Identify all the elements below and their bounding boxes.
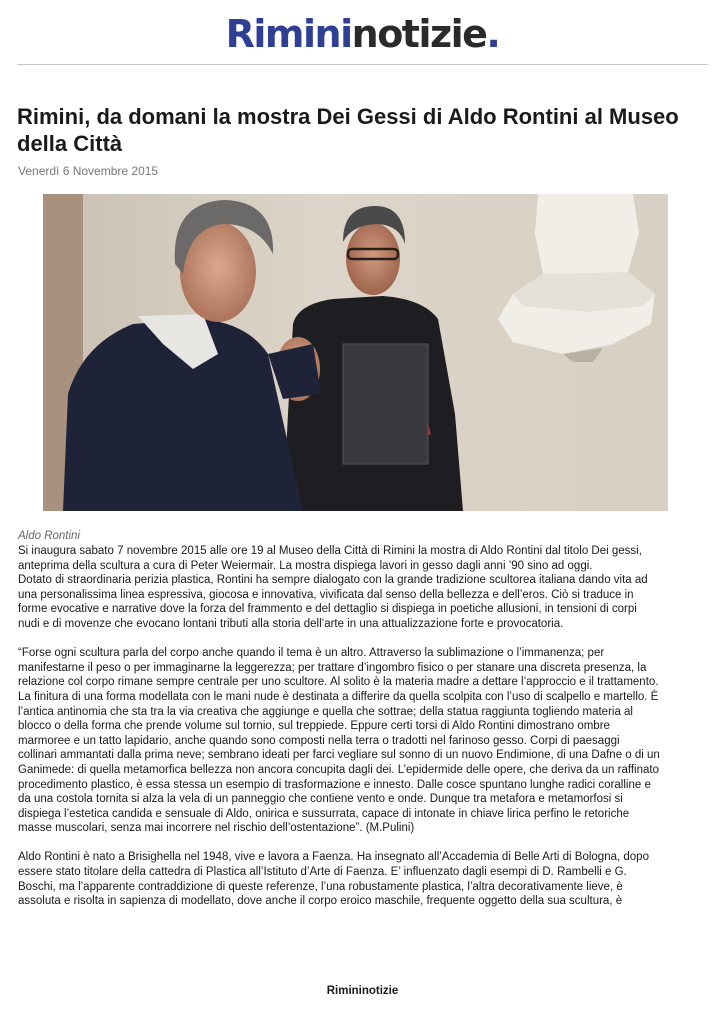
text-line: da una costola tornita si alza la vela di un panneggio che contiene vento e onde. Dunque tra metafora e metamorfosi si <box>18 793 623 806</box>
text-line: Boschi, ma l’apparente contraddizione di queste referenze, l’una robustamente plastica, l’altra decorativamente lieve, è <box>18 880 623 893</box>
article-photo <box>43 194 668 511</box>
text-line: dispiega l’estetica candida e sensuale di Aldo, onirica e sussurrata, capace di intonate in chiave lirica perfino le retoriche <box>18 807 630 820</box>
text-line: blocco o della forma che prende volume sul tornio, sul treppiede. Eppure certi torsi di Aldo Rontini dimostrano ombre <box>18 720 610 733</box>
text-line: nudi e di movenze che evocano lontani tributi alla storia dell’arte in una attualizzazione forte e provocatoria. <box>18 617 564 630</box>
logo-dot: . <box>486 12 500 56</box>
text-line: l’antica antinomia che sta tra la via creativa che aggiunge e quella che sottrae; della statua raggiunta togliendo materia al <box>18 705 633 718</box>
photo-illustration <box>43 194 668 511</box>
logo-part-rimini: Rimini <box>225 12 352 56</box>
site-logo[interactable] <box>226 10 500 58</box>
text-line: una personalissima linea espressiva, giocosa e innovativa, vivificata dal senso della bellezza e dell’eros. Ciò si traduce in <box>18 588 634 601</box>
text-line: procedimento plastico, è essa stessa un esempio di trasformazione e innesto. Dalle cosce spuntano lunghe radici coralline e <box>18 778 651 791</box>
text-line: La finitura di una forma modellata con le mani nude è destinata a differire da quella scolpita con l’uso di scalpello e martello. È <box>18 690 659 703</box>
text-line: anteprima della scultura a cura di Peter Weiermair. La mostra dispiega lavori in gesso dagli anni ’90 sino ad oggi. <box>18 559 593 572</box>
article-date: Venerdì 6 Novembre 2015 <box>18 164 159 178</box>
text-line: manifestarne il peso o per immaginarne la leggerezza; per trattare d’ingombro fisico o per stanare una discreta presenza, la <box>18 661 647 674</box>
article-paragraph <box>18 646 708 836</box>
logo-part-notizie: notizie <box>351 12 487 56</box>
text-line: collinari ammantati dalla prima neve; sembrano ideati per farci vegliare sul sonno di un nuovo Endimione, di una Dafne o di un <box>18 749 660 762</box>
site-header <box>0 10 725 60</box>
text-line: Ganimede: di quella metamorfica bellezza non ancora concupita dagli dei. L’epidermide delle opere, che deriva da un raffinato <box>18 763 659 776</box>
text-line: relazione col corpo rimane sempre centrale per uno scultore. Al solito è la materia madre a dettare l’approccio e il trattamento. <box>18 676 659 689</box>
text-line: essere stato titolare della cattedra di Plastica all’Istituto d’Arte di Faenza. E’ influenzato dagli esempi di D. Rambelli e G. <box>18 866 627 879</box>
text-line: Aldo Rontini è nato a Brisighella nel 1948, vive e lavora a Faenza. Ha insegnato all’Accademia di Belle Arti di Bologna, dopo <box>18 851 649 864</box>
article-body <box>18 544 708 923</box>
article-title: Rimini, da domani la mostra Dei Gessi di Aldo Rontini al Museo della Città <box>17 104 679 156</box>
text-line: “Forse ogni scultura parla del corpo anche quando il tema è un altro. Attraverso la sublimazione o l’immanenza; per <box>18 647 605 660</box>
page-footer: Rimininotizie <box>326 985 399 997</box>
text-line: Si inaugura sabato 7 novembre 2015 alle ore 19 al Museo della Città di Rimini la mostra di Aldo Rontini dal titolo Dei gessi, <box>18 545 642 557</box>
header-divider <box>17 64 708 65</box>
text-line: masse muscolari, senza mai incorrere nel rischio dell’ostentazione”. (M.Pulini) <box>18 822 415 835</box>
text-line: forme evocative e narrative dove la forza del frammento e del dettaglio si dispiega in poetiche allusioni, in tensioni di corpi <box>18 603 637 616</box>
text-line: marmoree e un tatto lapidario, anche quando sono composti nella terra o tradotti nel farinoso gesso. Corpi di paesaggi <box>18 734 620 747</box>
photo-caption: Aldo Rontini <box>18 530 81 542</box>
article-paragraph <box>18 850 708 908</box>
article-paragraph <box>18 544 708 632</box>
text-line: assoluta e risolta in sapienza di modellato, dove anche il corpo eroico maschile, frequente oggetto della sua scultura, è <box>18 895 623 908</box>
text-line: Dotato di straordinaria perizia plastica, Rontini ha sempre dialogato con la grande tradizione scultorea italiana dando vita ad <box>18 574 648 587</box>
